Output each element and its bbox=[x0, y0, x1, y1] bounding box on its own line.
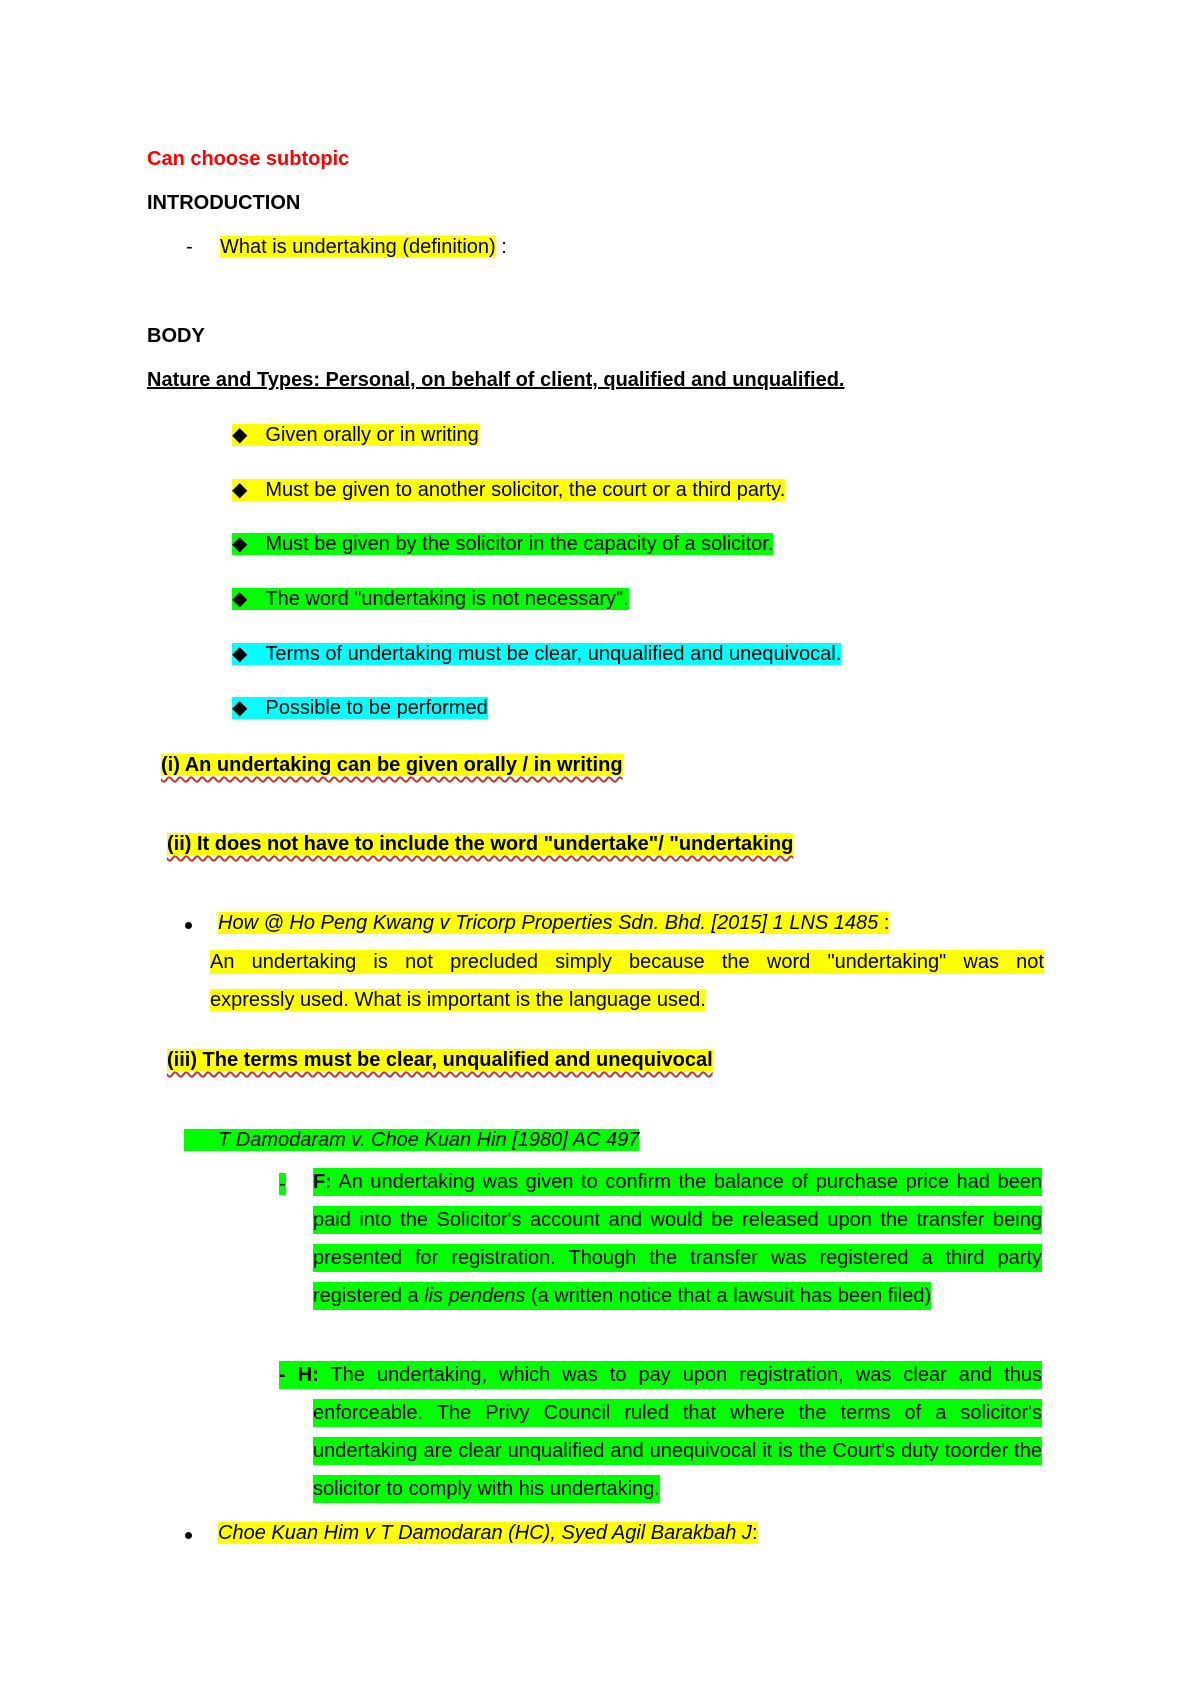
facts-text-b: (a written notice that a lawsuit has been filed) bbox=[525, 1285, 932, 1307]
facts-paragraph bbox=[313, 1163, 1042, 1315]
bullet-highlight bbox=[232, 697, 488, 719]
case-choe-name: Choe Kuan Him v T Damodaran (HC), Syed Agil Barakbah J bbox=[218, 1522, 752, 1544]
facts-label: F: bbox=[313, 1171, 332, 1193]
diamond-bullet-icon: ◆ bbox=[232, 424, 248, 446]
diamond-bullet-icon: ◆ bbox=[232, 697, 248, 719]
bullet-highlight bbox=[232, 533, 773, 555]
bullet-text: Must be given by the solicitor in the capacity of a solicitor. bbox=[265, 533, 774, 555]
section-iii-text: (iii) The terms must be clear, unqualified and unequivocal bbox=[167, 1049, 713, 1071]
bullet-item bbox=[232, 587, 629, 611]
nature-heading: Nature and Types: Personal, on behalf of client, qualified and unqualified. bbox=[147, 369, 845, 391]
facts-italic: lis pendens bbox=[424, 1285, 526, 1307]
diamond-bullet-icon: ◆ bbox=[232, 479, 248, 501]
case-damodaram-name bbox=[184, 1129, 639, 1151]
case-damodaram-title bbox=[184, 1128, 639, 1152]
held-text: The undertaking, which was to pay upon registration, was clear and thus enforceable. The Privy Council ruled that where the terms of a solicitor's undertaking are clear unqualified and unequivocal it is the Court's duty toorder the solicitor to comply with his undertaking. bbox=[313, 1364, 1042, 1500]
bullet-text: Terms of undertaking must be clear, unqualified and unequivocal. bbox=[265, 643, 842, 665]
facts-dash-text: - bbox=[279, 1173, 286, 1195]
section-i-text: (i) An undertaking can be given orally / in writing bbox=[161, 754, 623, 776]
section-i-heading bbox=[161, 753, 623, 777]
bullet-item bbox=[232, 532, 773, 556]
held-label: - H: bbox=[279, 1364, 319, 1386]
case-how-text-2: expressly used. What is important is the language used. bbox=[210, 989, 706, 1011]
bullet-item bbox=[232, 642, 841, 666]
case-how-line-2 bbox=[210, 988, 706, 1012]
bullet-text: The word "undertaking is not necessary". bbox=[265, 588, 629, 610]
bullet-item bbox=[232, 478, 785, 502]
subtopic-note: Can choose subtopic bbox=[147, 148, 350, 170]
case-choe-title bbox=[218, 1521, 758, 1545]
held-paragraph bbox=[279, 1356, 1042, 1508]
facts-text-a: An undertaking was given to confirm the balance of purchase price had been paid into the Solicitor's account and would be released upon the transfer being presented for registration. Though the transfer was registered a third party registered a bbox=[313, 1171, 1042, 1307]
intro-item-text: What is undertaking (definition) bbox=[220, 236, 496, 258]
case-how-text-1: An undertaking is not precluded simply because the word "undertaking" was not bbox=[210, 951, 1044, 973]
bullet-highlight bbox=[232, 479, 785, 501]
diamond-bullet-icon: ◆ bbox=[232, 533, 248, 555]
case-how-line-1 bbox=[210, 950, 1044, 974]
section-ii-text: (ii) It does not have to include the word "undertake"/ "undertaking bbox=[167, 833, 794, 855]
diamond-bullet-icon: ◆ bbox=[232, 588, 248, 610]
intro-item bbox=[220, 235, 507, 259]
section-iii-heading bbox=[167, 1048, 713, 1072]
bullet-item bbox=[232, 696, 488, 720]
bullet-dot-icon bbox=[185, 922, 192, 929]
bullet-text: Possible to be performed bbox=[265, 697, 488, 719]
case-choe-suffix: : bbox=[751, 1522, 758, 1544]
body-heading: BODY bbox=[147, 325, 205, 347]
bullet-highlight bbox=[232, 424, 479, 446]
bullet-highlight bbox=[232, 588, 629, 610]
bullet-text: Given orally or in writing bbox=[265, 424, 479, 446]
case-how-name: How @ Ho Peng Kwang v Tricorp Properties Sdn. Bhd. [2015] 1 LNS 1485 bbox=[218, 912, 879, 934]
bullet-highlight bbox=[232, 643, 841, 665]
bullet-text: Must be given to another solicitor, the court or a third party. bbox=[265, 479, 786, 501]
case-damodaram-text: T Damodaram v. Choe Kuan Hin [1980] AC 497 bbox=[218, 1129, 640, 1151]
bullet-dot-icon bbox=[185, 1532, 192, 1539]
intro-item-suffix: : bbox=[495, 236, 507, 258]
bullet-item bbox=[232, 423, 479, 447]
case-how-title bbox=[218, 911, 889, 935]
introduction-heading: INTRODUCTION bbox=[147, 192, 301, 214]
diamond-bullet-icon: ◆ bbox=[232, 643, 248, 665]
intro-dash: - bbox=[186, 236, 193, 258]
section-ii-heading bbox=[167, 832, 793, 856]
case-how-suffix: : bbox=[878, 912, 890, 934]
facts-dash bbox=[279, 1172, 286, 1196]
